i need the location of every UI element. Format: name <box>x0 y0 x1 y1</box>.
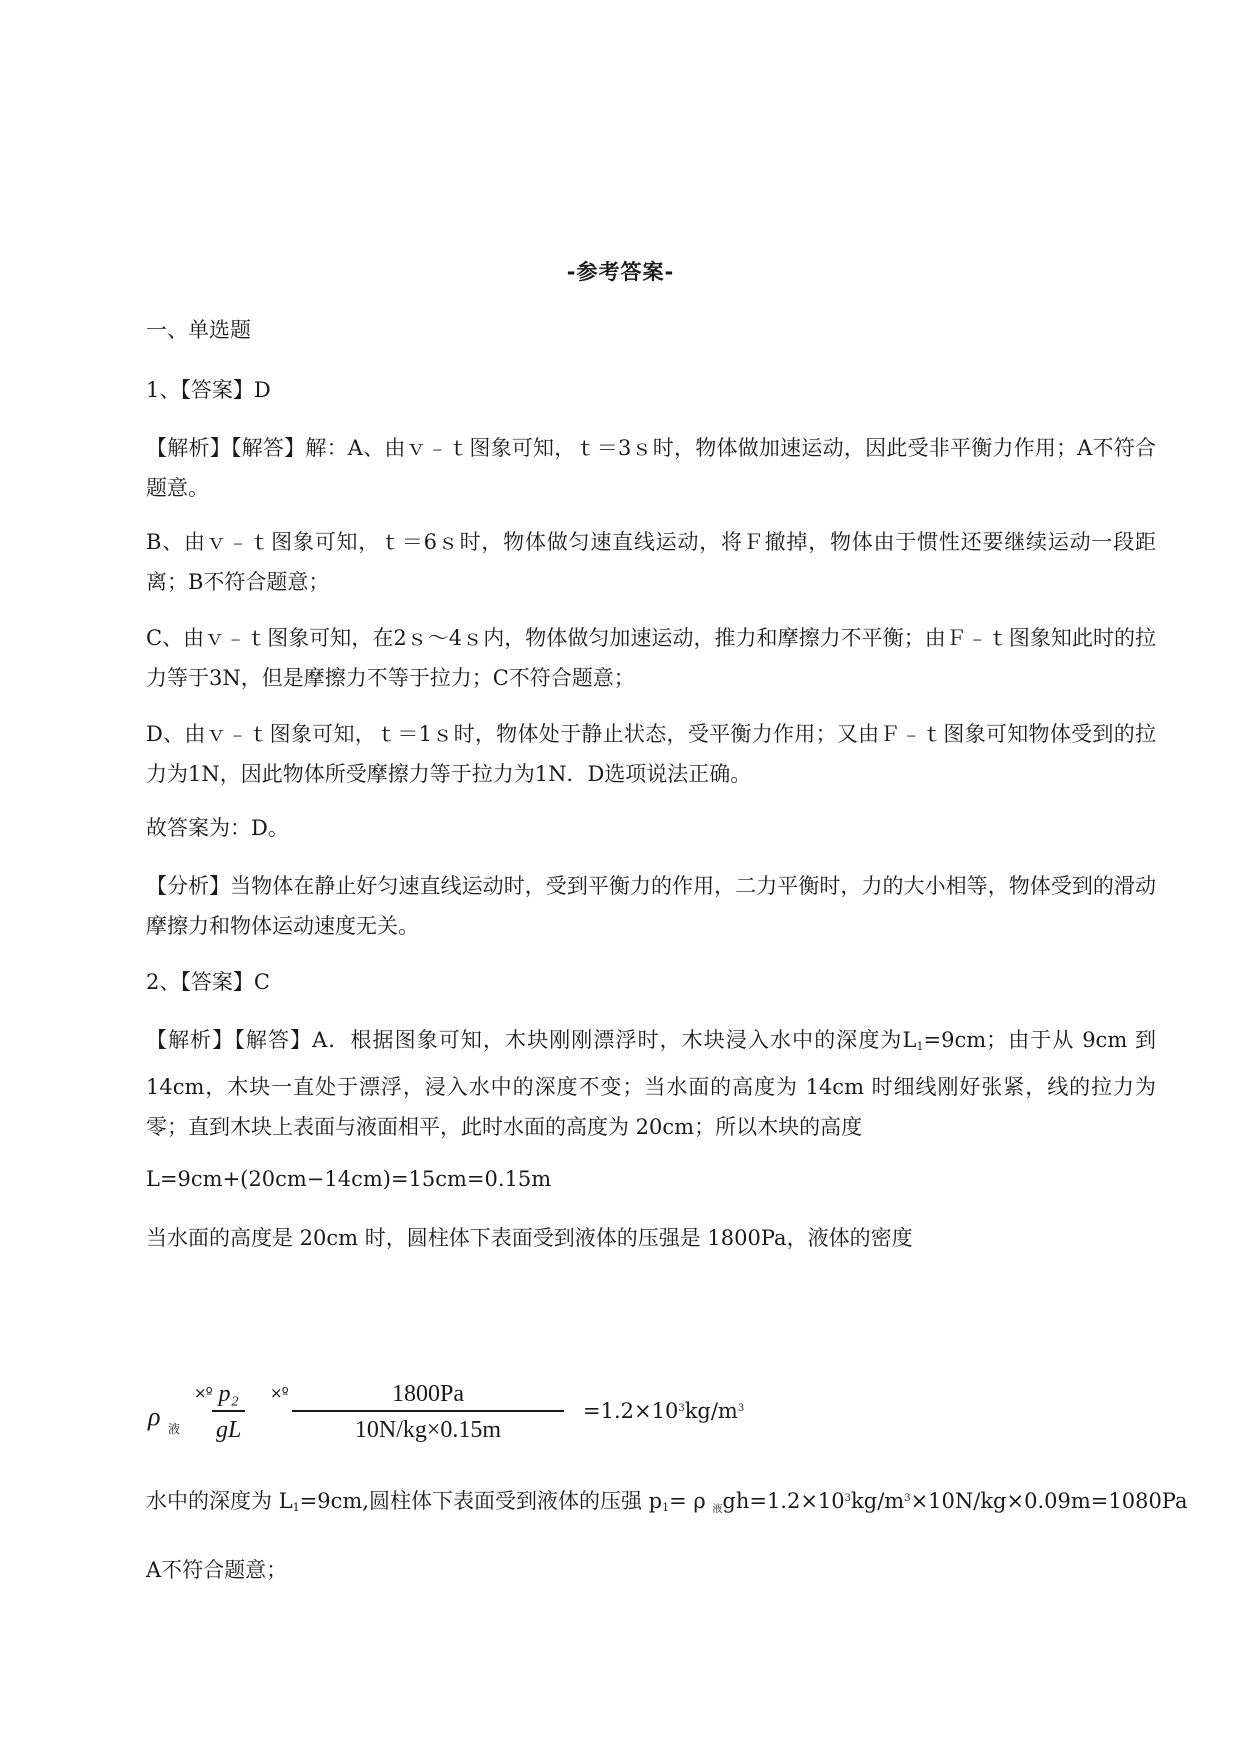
pressure-sentence: 当水面的高度是 20cm 时，圆柱体下表面受到液体的压强是 1800Pa，液体的密度 <box>146 1226 913 1250</box>
fraction-2-denominator: 10N/kg×0.15m <box>292 1410 564 1446</box>
section-heading: 一、单选题 <box>146 318 251 342</box>
L1-symbol: L <box>902 1028 917 1052</box>
depth-text-a: 水中的深度为 <box>146 1489 279 1513</box>
q2-answer: 2、【答案】C <box>146 970 270 994</box>
equals-mark-2: ×º <box>270 1384 288 1402</box>
fraction-1-numerator: p₂ <box>218 1381 239 1407</box>
density-result-unit-exp: 3 <box>737 1403 745 1414</box>
depth-rho-subscript: 液 <box>712 1504 723 1515</box>
q1-conclusion: 故答案为：D。 <box>146 816 289 840</box>
q1-analysis-a: 【解析】【解答】解：A、由ｖ﹣ｔ图象可知，ｔ＝3ｓ时，物体做加速运动，因此受非平衡力作用；A不符合题意。 <box>146 436 1156 500</box>
page-title: -参考答案- <box>566 260 675 284</box>
fraction-2-numerator: 1800Pa <box>392 1381 464 1407</box>
density-result-exp: 3 <box>678 1403 685 1414</box>
q2-jiexi-part1: 【解析】【解答】A．根据图象可知，木块刚刚漂浮时，木块浸入水中的深度为 <box>146 1028 903 1052</box>
fraction-values <box>292 1378 564 1446</box>
depth-p-symbol: p <box>648 1489 663 1513</box>
equals-mark-1: ×º <box>194 1384 212 1402</box>
q1-answer: 1、【答案】D <box>146 378 271 402</box>
q1-analysis-d: D、由ｖ﹣ｔ图象可知，ｔ＝1ｓ时，物体处于静止状态，受平衡力作用；又由Ｆ﹣ｔ图象可知物体受到的拉力为1N，因此物体所受摩擦力等于拉力为1N．D选项说法正确。 <box>146 722 1156 786</box>
depth-text-c: = ρ <box>669 1489 713 1513</box>
fraction-1-denominator: gL <box>212 1410 245 1446</box>
rho-subscript: 液 <box>168 1422 181 1436</box>
density-result <box>583 1399 744 1423</box>
depth-p-subscript: 1 <box>662 1501 670 1514</box>
depth-text-e: kg/m <box>851 1489 905 1513</box>
q2-jiexi-part2: =9cm；由于从 9cm 到 14cm，木块一直处于漂浮，浸入水中的深度不变；当水面的高度为 14cm 时细线刚好张紧，线的拉力为零；直到木块上表面与液面相平，此时水面的高度为 20cm；所以木块的高度 <box>146 1028 1156 1139</box>
depth-pressure-line <box>146 1484 1188 1525</box>
depth-L-subscript: 1 <box>292 1501 300 1514</box>
fraction-p2-over-gL <box>212 1378 245 1446</box>
rho-symbol: ρ <box>148 1402 161 1431</box>
L1-subscript: 1 <box>916 1040 924 1053</box>
depth-text-b: =9cm,圆柱体下表面受到液体的压强 <box>299 1489 649 1513</box>
q1-fenxi: 【分析】当物体在静止好匀速直线运动时，受到平衡力的作用，二力平衡时，力的大小相等，物体受到的滑动摩擦力和物体运动速度无关。 <box>146 874 1156 938</box>
q2-jiexi <box>146 1020 1156 1147</box>
q1-analysis-b: B、由ｖ﹣ｔ图象可知，ｔ＝6ｓ时，物体做匀速直线运动，将Ｆ撤掉，物体由于惯性还要继续运动一段距离；B不符合题意； <box>146 530 1156 594</box>
depth-text-d: gh=1.2×10 <box>722 1489 845 1513</box>
q1-analysis-c: C、由ｖ﹣ｔ图象可知，在2ｓ～4ｓ内，物体做匀加速运动，推力和摩擦力不平衡；由Ｆ﹣ｔ图象知此时的拉力等于3N，但是摩擦力不等于拉力；C不符合题意； <box>146 626 1156 690</box>
depth-text-f: ×10N/kg×0.09m=1080Pa <box>910 1489 1188 1513</box>
density-result-unit: kg/m <box>684 1399 738 1423</box>
a-not-applicable: A不符合题意； <box>146 1558 288 1582</box>
depth-L-symbol: L <box>278 1489 293 1513</box>
height-equation: L=9cm+(20cm−14cm)=15cm=0.15m <box>146 1167 552 1191</box>
density-result-value: =1.2×10 <box>583 1399 679 1423</box>
density-formula <box>146 1376 745 1456</box>
depth-exp-1: 3 <box>844 1493 852 1504</box>
depth-exp-2: 3 <box>904 1493 911 1504</box>
